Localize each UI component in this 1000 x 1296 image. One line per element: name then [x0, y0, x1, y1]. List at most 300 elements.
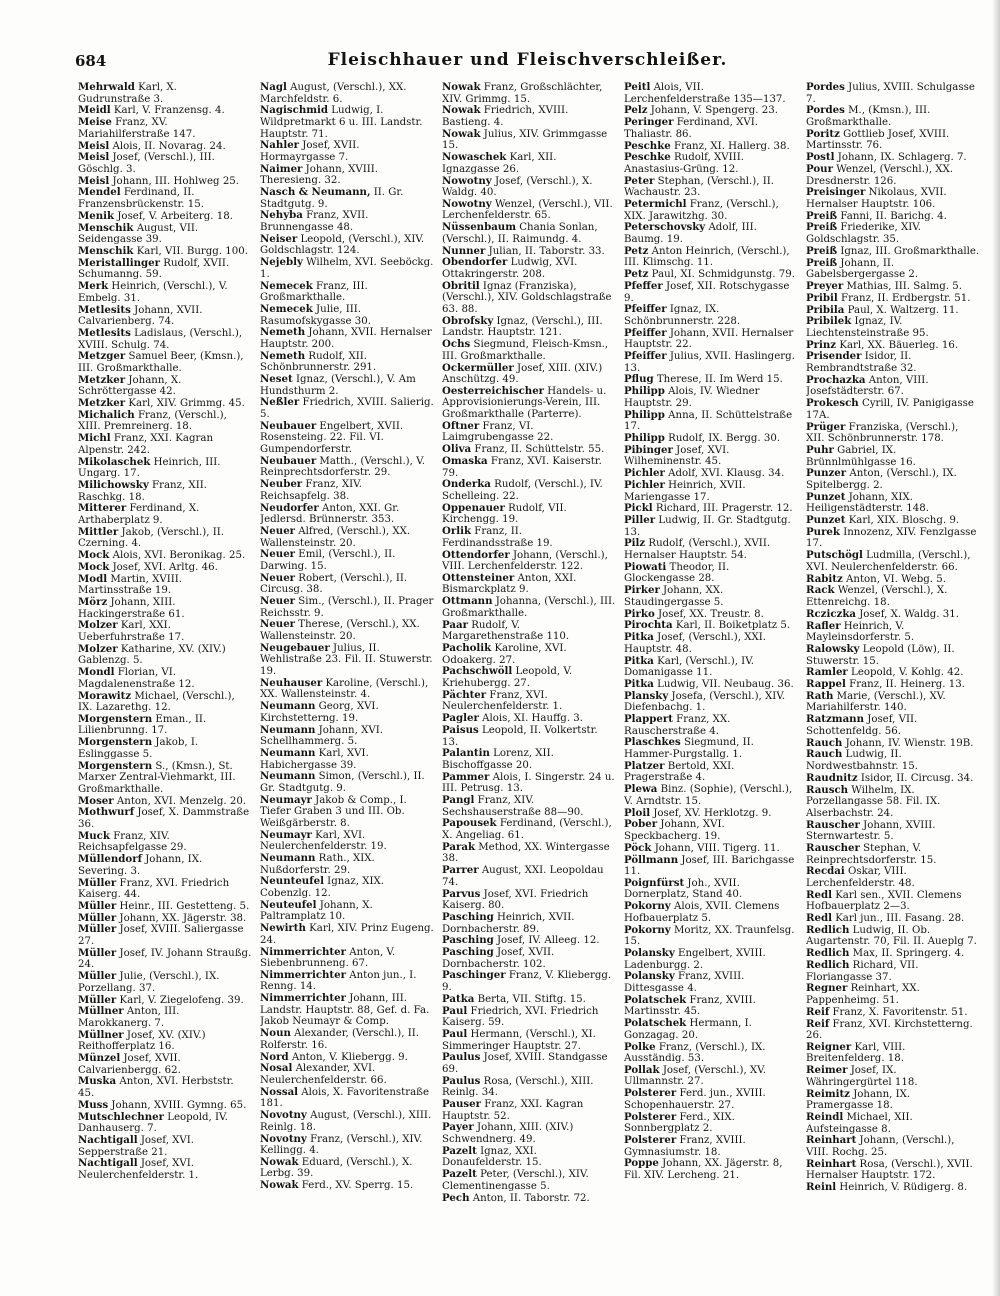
entry-name: Omaska — [442, 455, 488, 467]
entry-details: Ferdinand, (Verschl.), X. Angeliag. 61. — [442, 818, 612, 841]
directory-entry — [442, 152, 616, 175]
directory-entry — [806, 550, 980, 573]
entry-name: Parrer — [442, 864, 479, 877]
directory-entry — [260, 573, 434, 596]
entry-name: Recdai — [806, 865, 845, 878]
entry-details: Franz, V. Kliebergg. 9. — [442, 970, 612, 994]
entry-details: Rudolf, (Verschl.), IV. Schelleing. 22. — [442, 479, 603, 502]
entry-details: Karl, XII. Ignazgasse 26. — [442, 152, 557, 175]
entry-name: Morgenstern — [78, 736, 153, 749]
entry-name: Müller — [78, 876, 117, 889]
entry-details: Karl, V. Franzensg. 4. — [110, 105, 225, 117]
entry-name: Pech — [442, 1191, 470, 1204]
directory-entry — [806, 866, 980, 889]
entry-name: Parvus — [442, 887, 481, 900]
entry-name: Paar — [442, 618, 468, 631]
entry-details: Eman., II. Lilienbrunng. 17. — [78, 713, 207, 737]
entry-name: Nowak — [260, 1179, 299, 1192]
page-header — [75, 50, 980, 78]
entry-details: Friedrich, XVIII. Bastieng. 4. — [442, 105, 569, 128]
directory-entry — [260, 526, 434, 549]
entry-details: Peter, (Verschl.), XIV. Clementinengasse 5. — [442, 1169, 589, 1192]
directory-entry — [260, 82, 434, 105]
entry-name: Pfeffer — [624, 279, 663, 292]
entry-name: Reinhart — [806, 1134, 857, 1147]
directory-entry — [78, 1076, 252, 1099]
entry-details: Rath., XIX. Nußdorferstr. 29. — [260, 853, 375, 876]
directory-entry — [78, 410, 252, 433]
entry-details: Franz, XX. Rauscherstraße 4. — [624, 714, 731, 737]
directory-entry — [442, 889, 616, 912]
directory-entry — [624, 1112, 798, 1135]
entry-name: Redl — [806, 912, 832, 925]
directory-entry — [624, 925, 798, 948]
entry-name: Nunner — [442, 244, 486, 257]
entry-name: Pichler — [624, 467, 665, 480]
directory-entry — [260, 771, 434, 794]
entry-name: Obritil — [442, 279, 480, 292]
entry-details: Josef, X. Dammstraße 36. — [78, 807, 250, 830]
directory-entry — [78, 620, 252, 643]
directory-entry — [260, 327, 434, 350]
directory-entry — [260, 187, 434, 210]
entry-details: Rudolf, IX. Bergg. 30. — [664, 433, 781, 444]
entry-details: Alfred, (Verschl.), XX. Wallensteinstr. 20. — [260, 525, 411, 549]
entry-details: August, XXI. Leopoldau 74. — [442, 865, 604, 888]
entry-name: Piowati — [624, 560, 667, 573]
entry-details: Alois, I. Singerstr. 24 u. III. Petrusg. 13. — [442, 771, 615, 795]
entry-details: Stephan, (Verschl.), II. Wachaustr. 23. — [624, 175, 774, 199]
directory-entry — [624, 176, 798, 199]
entry-name: Müllendorf — [78, 853, 142, 866]
directory-entry — [78, 971, 252, 994]
entry-details: Robert, (Verschl.), II. Circusg. 38. — [260, 572, 408, 596]
entry-name: Pokorny — [624, 923, 671, 936]
entry-details: Johann, XVIII. Gymng. 65. — [108, 1099, 247, 1111]
directory-column — [624, 82, 798, 1267]
directory-entry — [442, 795, 616, 818]
entry-name: Nowotny — [442, 174, 492, 187]
directory-entry — [624, 819, 798, 842]
entry-name: Oesterreichischer — [442, 384, 545, 397]
directory-entry — [260, 1180, 434, 1192]
directory-entry — [806, 585, 980, 608]
entry-name: Pichler — [624, 478, 665, 491]
entry-name: Metlesits — [78, 326, 131, 339]
entry-details: Ludwig, II. Ob. Augartenstr. 70, Fil. II. Aueplg 7. — [806, 924, 977, 948]
directory-entry — [624, 304, 798, 327]
entry-details: Anton, (Verschl.), IX. Spitelbergg. 2. — [806, 468, 957, 491]
entry-name: Prisender — [806, 350, 862, 363]
directory-entry — [78, 1006, 252, 1029]
entry-details: Franz, X. Favoritenstr. 51. — [829, 1006, 968, 1018]
directory-entry — [442, 1193, 616, 1205]
entry-details: Johann, IX. Severing. 3. — [78, 854, 203, 877]
entry-details: Karoline, XVI. Odoakerg. 27. — [442, 643, 567, 666]
entry-details: Franz, XVI. Kirchstetterng. 26. — [806, 1018, 973, 1042]
entry-name: Pazelt — [442, 1144, 477, 1157]
directory-entry — [806, 445, 980, 468]
entry-details: Franz, XVI. Friedrich Kaiserg. 44. — [78, 877, 230, 901]
directory-entry — [624, 1088, 798, 1111]
entry-name: Meristallinger — [78, 256, 161, 269]
entry-details: Josef, IV. Johann Straußg. 24. — [78, 947, 252, 971]
directory-entry — [624, 1042, 798, 1065]
entry-details: Franz, XVI. Kaiserstr. 79. — [442, 456, 602, 479]
entry-details: Anton, V. Siebenbrunneng. 67. — [260, 946, 396, 970]
entry-name: Michl — [78, 432, 111, 445]
entry-name: Newirth — [260, 922, 306, 935]
entry-name: Peterschovsky — [624, 221, 706, 234]
entry-details: Johann, XX. Jägerstr. 38. — [116, 912, 247, 924]
entry-details: Johann, XVII. Hernalser Hauptstr. 22. — [624, 327, 794, 351]
entry-name: Ploil — [624, 806, 651, 819]
entry-name: Pasching — [442, 946, 494, 959]
entry-details: Franz, II. Erdbergstr. 51. — [837, 292, 971, 304]
entry-name: Nimmerrichter — [260, 945, 346, 958]
entry-details: Chania Sonlan, (Verschl.), II. Raimundg. 4. — [442, 222, 598, 245]
entry-name: Moser — [78, 794, 114, 807]
entry-details: Isidor, II. Circusg. 34. — [857, 772, 974, 784]
entry-name: Oppenauer — [442, 501, 505, 514]
entry-details: Julius, XIV. Grimmgasse 15. — [442, 128, 608, 152]
entry-details: Hermann, (Verschl.), XI. Simmeringer Hauptstr. 27. — [442, 1028, 596, 1052]
directory-entry — [442, 1122, 616, 1145]
entry-name: Müller — [78, 970, 117, 983]
entry-details: Karl, XX. Bäuerleg. 16. — [836, 339, 959, 351]
entry-name: Punzet — [806, 514, 846, 527]
entry-name: Punzet — [806, 490, 846, 503]
directory-entry — [442, 316, 616, 339]
entry-name: Piller — [624, 514, 656, 527]
entry-details: Ignaz, XIX. Cobenzlg. 12. — [260, 876, 384, 899]
directory-entry — [624, 152, 798, 175]
directory-entry — [442, 1076, 616, 1099]
entry-details: Paul, XI. Schmidgunstg. 79. — [648, 269, 795, 281]
entry-name: Pangl — [442, 794, 475, 807]
entry-details: Anton jun., I. Renng. 14. — [260, 969, 417, 993]
entry-name: Peter — [624, 174, 655, 187]
directory-entry — [442, 772, 616, 795]
entry-details: Franz, (Verschl.), IX. Ausständig. 53. — [624, 1041, 766, 1065]
entry-details: Joh., XVII. Dornerplatz, Stand 40. — [624, 877, 743, 901]
entry-details: Julius, II. Wehlistraße 23. Fil. II. Stuwerstr. 19. — [260, 642, 433, 677]
entry-details: Karl, XIV. Prinz Eugeng. 24. — [260, 923, 434, 946]
entry-details: Josef, XII. Rotschygasse 9. — [624, 280, 790, 304]
directory-entry — [442, 912, 616, 935]
directory-entry — [78, 351, 252, 374]
entry-name: Reimitz — [806, 1087, 850, 1100]
entry-details: Franz, XI. Hallerg. 38. — [670, 140, 790, 152]
entry-name: Metzger — [78, 350, 126, 363]
entry-name: Ockermüller — [442, 361, 514, 374]
entry-details: Franz, XIV. Reichsapfelg. 38. — [260, 479, 362, 502]
entry-name: Nowotny — [442, 197, 492, 210]
entry-name: Plaschkes — [624, 736, 681, 749]
entry-name: Rappel — [806, 678, 846, 691]
directory-entry — [442, 666, 616, 689]
entry-details: Josef, V. Arbeiterg. 18. — [114, 210, 233, 222]
entry-details: Josef, XVIII. Saliergasse 27. — [78, 924, 244, 948]
entry-name: Pagler — [442, 712, 479, 725]
entry-name: Neuer — [260, 595, 296, 608]
entry-name: Neumann — [260, 746, 316, 759]
entry-name: Punzer — [806, 467, 847, 480]
directory-entry — [442, 363, 616, 386]
directory-entry — [806, 82, 980, 105]
entry-details: Friedrich, XVI. Friedrich Kaiserg. 59. — [442, 1005, 599, 1029]
entry-details: Michael, XII. Aufsteingasse 8. — [806, 1112, 913, 1135]
entry-name: Nimmerrichter — [260, 968, 346, 981]
directory-entry — [442, 1169, 616, 1192]
entry-details: Georg, XVI. Kirchstetterng. 19. — [260, 701, 379, 724]
entry-details: Ferdinand, II. Franzensbrückenstr. 15. — [78, 187, 204, 211]
directory-entry — [260, 1110, 434, 1133]
entry-name: Reif — [806, 1005, 830, 1018]
entry-details: Anton, V. Kliebergg. 9. — [288, 1051, 408, 1063]
directory-entry — [78, 1030, 252, 1053]
entry-details: Cyrill, IV. Panigigasse 17A. — [806, 398, 974, 421]
entry-details: Johann, XIX. Heiligenstädterstr. 148. — [806, 491, 929, 515]
directory-entry — [260, 304, 434, 327]
entry-name: Pitka — [624, 631, 654, 644]
entry-name: Pazelt — [442, 1168, 477, 1181]
entry-name: Molzer — [78, 642, 118, 655]
entry-name: Nehyba — [260, 209, 303, 222]
directory-entry — [260, 795, 434, 830]
directory-entry — [78, 854, 252, 877]
directory-entry — [806, 1065, 980, 1088]
entry-details: Karl, V. Ziegelofeng. 39. — [116, 994, 244, 1006]
entry-details: Ignaz, XXI. Donaufelderstr. 15. — [442, 1145, 542, 1169]
entry-details: Josef, (Verschl.), XV. Ullmannstr. 27. — [624, 1064, 766, 1088]
directory-entry — [260, 701, 434, 724]
entry-details: Alexander, (Verschl.), II. Rolferstr. 16. — [260, 1028, 419, 1051]
directory-entry — [78, 714, 252, 737]
entry-name: Mendel — [78, 186, 121, 199]
directory-columns — [78, 82, 980, 1267]
directory-entry — [806, 749, 980, 772]
entry-name: Nowak — [260, 1155, 299, 1168]
entry-details: Franz, XXI. Kagran Hauptstr. 52. — [442, 1099, 584, 1122]
entry-details: Matth., (Verschl.), V. Reinprechtsdorferstr. 29. — [260, 455, 425, 479]
directory-entry — [624, 1065, 798, 1088]
entry-name: Naimer — [260, 162, 303, 175]
entry-details: Karl, XIX. Bloschg. 9. — [845, 515, 960, 527]
entry-name: Plewa — [624, 783, 658, 796]
page-title: Fleischhauer und Fleischverschleißer. — [327, 50, 728, 70]
entry-name: Paul — [442, 1027, 468, 1040]
entry-details: Anton, XVI. Herbststr. 45. — [78, 1076, 234, 1100]
entry-details: Josef, XIII. (XIV.) Anschützg. 49. — [442, 362, 603, 386]
entry-name: Pokorny — [624, 900, 671, 913]
directory-entry — [806, 375, 980, 398]
entry-details: Richard, VII. Floriangasse 37. — [806, 959, 919, 983]
entry-details: Alois, IV. Wiedner Hauptstr. 29. — [624, 386, 760, 409]
entry-name: Neumann — [260, 723, 316, 736]
directory-entry — [260, 351, 434, 374]
entry-name: Morawitz — [78, 689, 132, 702]
entry-details: Josef, XVI. Wilheminenstr. 45. — [624, 444, 730, 468]
entry-details: Rudolf, XVII. Schumanng. 59. — [78, 257, 230, 281]
directory-entry — [624, 656, 798, 679]
entry-details: Eduard, (Verschl.), X. Lerbg. 39. — [260, 1156, 413, 1180]
entry-name: Rcziczka — [806, 607, 856, 620]
entry-details: Johann, XVI. Schellhammerg. 5. — [260, 724, 383, 748]
entry-name: Peitl — [624, 82, 651, 93]
entry-name: Müller — [78, 946, 117, 959]
entry-details: Simon, (Verschl.), II. Gr. Stadtgutg. 9. — [260, 771, 425, 794]
entry-details: Heinrich, III. Ungarg. 17. — [78, 456, 221, 480]
entry-details: Anton, XXI. Gr. Jedlersd. Brünnerstr. 353. — [260, 502, 400, 526]
directory-entry — [442, 456, 616, 479]
directory-entry — [806, 925, 980, 948]
directory-entry — [442, 596, 616, 619]
entry-name: Rauscher — [806, 841, 860, 854]
entry-name: Neuteufel — [260, 898, 317, 911]
directory-entry — [624, 737, 798, 760]
directory-entry — [260, 830, 434, 853]
directory-entry — [624, 222, 798, 245]
directory-entry — [806, 1135, 980, 1158]
entry-name: Papousek — [442, 817, 497, 830]
entry-name: Neuber — [260, 478, 303, 491]
entry-name: Philipp — [624, 432, 665, 444]
entry-details: Josef, III. Barichgasse 11. — [624, 854, 795, 878]
directory-entry — [78, 574, 252, 597]
entry-name: Neuer — [260, 524, 296, 537]
entry-details: Leopold, V. Kohlg. 42. — [847, 667, 964, 679]
entry-details: Samuel Beer, (Kmsn.), III. Großmarkthalle. — [78, 351, 244, 374]
entry-details: Franz, (Verschl.), XIX. Jarawitzhg. 30. — [624, 199, 779, 222]
entry-details: Julius, XVIII. Schulgasse 7. — [806, 82, 975, 105]
entry-name: Neunteufel — [260, 875, 324, 888]
directory-entry — [806, 691, 980, 714]
entry-name: Pordes — [806, 104, 845, 117]
entry-details: Rudolf, VII. Kirchengg. 19. — [442, 502, 567, 526]
entry-name: Neumann — [260, 770, 316, 783]
entry-details: Ignaz, III. Großmarkthalle. — [837, 245, 980, 257]
entry-name: Purek — [806, 525, 840, 538]
directory-entry — [806, 1182, 980, 1194]
directory-entry — [78, 152, 252, 175]
entry-details: Leopold, V. Kriehubergg. 27. — [442, 666, 573, 689]
entry-name: Petz — [624, 244, 649, 257]
directory-entry — [260, 397, 434, 420]
entry-name: Pirochta — [624, 619, 673, 632]
entry-details: Adolf, III. Baumg. 19. — [624, 222, 757, 246]
entry-details: Ignaz, (Verschl.), V. Am Hundsthurm 2. — [260, 374, 416, 397]
entry-details: Ferdinand, X. Arthaberplatz 9. — [78, 503, 200, 526]
entry-details: Alois, XI. Hauffg. 3. — [478, 713, 584, 725]
directory-entry — [806, 1089, 980, 1112]
entry-details: Johann, XVI. Speckbacherg. 19. — [624, 819, 725, 842]
entry-details: Franz, XXI. Kagran Alpenstr. 242. — [78, 433, 214, 456]
entry-name: Obendorfer — [442, 256, 508, 269]
directory-entry — [806, 890, 980, 913]
entry-name: Poppe — [624, 1157, 659, 1170]
entry-name: Pacholik — [442, 642, 492, 654]
entry-name: Pitka — [624, 654, 654, 667]
entry-name: Pribil — [806, 291, 838, 304]
entry-name: Putschögl — [806, 549, 863, 562]
directory-entry — [260, 164, 434, 187]
entry-details: Johann, XX. Staudingergasse 5. — [624, 585, 724, 608]
entry-name: Pfeiffer — [624, 303, 667, 316]
entry-details: Theodor, II. Glockengasse 28. — [624, 561, 730, 585]
entry-name: Polsterer — [624, 1110, 677, 1123]
directory-entry — [78, 761, 252, 796]
entry-details: Alois, VII. Lerchenfelderstraße 135—137. — [624, 82, 786, 105]
directory-entry — [806, 468, 980, 491]
entry-name: Philipp — [624, 408, 665, 421]
entry-details: Ludwig, I. Wildpretmarkt 6 u. III. Landstr. Hauptstr. 71. — [260, 105, 423, 140]
entry-details: Johann, (Verschl.), VIII. Rochg. 25. — [806, 1135, 955, 1158]
entry-details: Karl, VIII. Breitenfelderg. 18. — [806, 1041, 906, 1065]
directory-column — [442, 82, 616, 1267]
directory-entry — [624, 515, 798, 538]
entry-name: Mikolaschek — [78, 455, 151, 468]
entry-details: Therese, (Verschl.), XX. Wallensteinstr. 20. — [260, 619, 420, 643]
entry-name: Novotny — [260, 1109, 307, 1122]
directory-entry — [442, 1006, 616, 1029]
entry-details: Karl, XXI. Ueberfuhrstraße 17. — [78, 620, 185, 643]
entry-details: Richard, III. Pragerstr. 12. — [652, 503, 793, 515]
entry-details: Moritz, XX. Traunfelsg. 15. — [624, 924, 795, 948]
entry-details: Franz, XV. Mariahilferstraße 147. — [78, 117, 196, 140]
entry-name: Pordes — [806, 82, 845, 93]
entry-details: Leopold (Löw), II. Stuwerstr. 15. — [806, 643, 955, 667]
entry-details: Katharine, XV. (XIV.) Gablenzg. 5. — [78, 643, 226, 667]
entry-details: Julius, XVII. Haslingerg. 13. — [624, 351, 795, 374]
entry-details: Anton, II. Taborstr. 72. — [469, 1192, 590, 1204]
entry-name: Neuer — [260, 548, 296, 561]
entry-details: Franz, XVIII. Dittesgasse 4. — [624, 971, 745, 994]
entry-details: Heinrich, (Verschl.), V. Embelg. 31. — [78, 281, 228, 304]
entry-details: Josef, X. Waldg. 31. — [855, 608, 959, 620]
entry-details: Ignaz, (Verschl.), III. Landstr. Hauptstr. 121. — [442, 315, 603, 339]
directory-entry — [624, 995, 798, 1018]
entry-name: Novotny — [260, 1132, 307, 1145]
directory-entry — [78, 667, 252, 690]
entry-details: Leopold, IV. Danhauserg. 7. — [78, 1111, 228, 1135]
entry-name: Ratzmann — [806, 713, 864, 726]
directory-entry — [624, 281, 798, 304]
directory-entry — [624, 246, 798, 269]
directory-entry — [260, 643, 434, 678]
entry-details: Josef, (Verschl.), III. Göschlg. 3. — [78, 152, 215, 175]
entry-name: Nowaschek — [442, 151, 507, 164]
entry-name: Rafler — [806, 619, 841, 632]
directory-entry — [78, 258, 252, 281]
directory-entry — [624, 585, 798, 608]
entry-details: Julian, II. Taborstr. 33. — [485, 245, 605, 257]
entry-details: Ladislaus, (Verschl.), XVIII. Schulg. 74. — [78, 327, 243, 351]
scan-edge-shadow — [992, 0, 1000, 1296]
entry-details: Stephan, V. Reinprechtsdorferstr. 15. — [806, 842, 937, 866]
entry-details: Karl, (Verschl.), IV. Domanigasse 11. — [624, 655, 755, 679]
entry-details: Josefa, (Verschl.), XIV. Diefenbachg. 1. — [624, 690, 786, 714]
entry-details: Johann, XVIII. Sternwartestr. 5. — [806, 819, 936, 843]
entry-name: Paul — [442, 1004, 468, 1017]
entry-name: Pfeiffer — [624, 326, 667, 339]
entry-details: Josef, XVI. Sepperstraße 21. — [78, 1135, 195, 1158]
entry-name: Neuhauser — [260, 676, 323, 689]
entry-name: Ramler — [806, 666, 848, 679]
directory-entry — [78, 1112, 252, 1135]
entry-name: Neumann — [260, 700, 316, 713]
directory-entry — [260, 421, 434, 456]
